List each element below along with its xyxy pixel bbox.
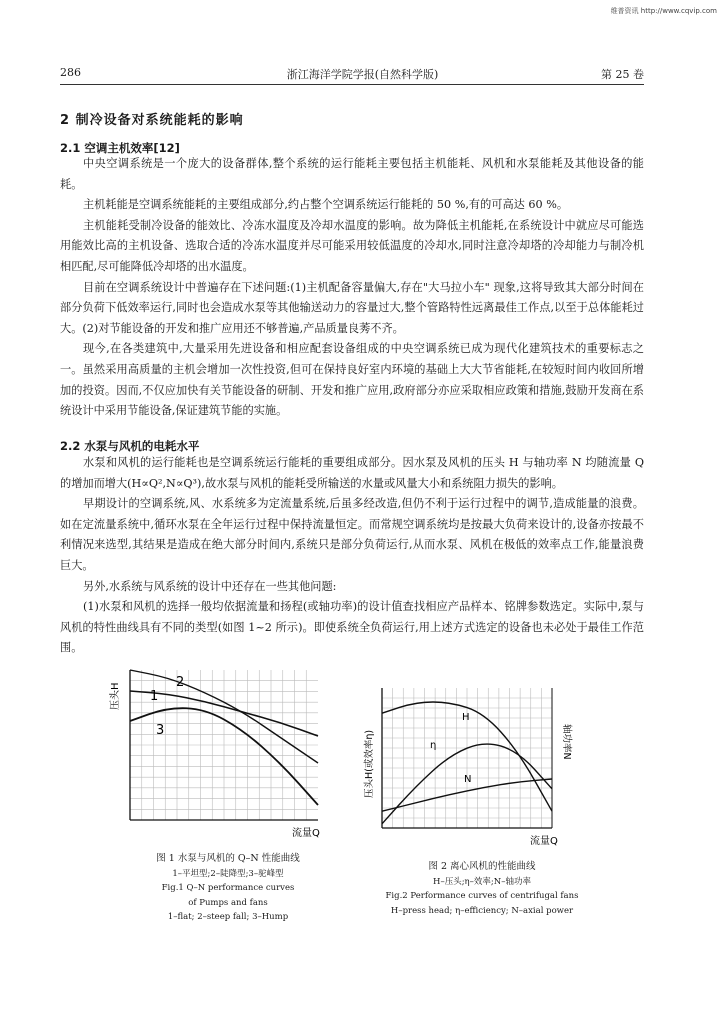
fig1-caption-en-legend: 1–flat; 2–steep fall; 3–Hump [167,912,289,922]
subsection-title-2-2: 2.2 水泵与风机的电耗水平 [60,439,200,453]
page-number: 286 [60,66,81,79]
fig2-caption-cn-legend: H–压头;η–效率;N–轴功率 [433,876,531,887]
section-2-1-body [60,154,644,422]
fig2-caption-en: Fig.2 Performance curves of centrifugal fans [385,891,579,901]
fig2-caption-en-legend: H–press head; η–efficiency; N–axial power [390,905,574,916]
series-label-2: 2 [176,675,185,690]
series-label-3: N [464,774,472,785]
paragraph: 另外,水系统与风系统的设计中还存在一些其他问题: [83,579,337,593]
figure-1-caption [110,852,346,925]
fig2-caption-cn: 图 2 离心风机的性能曲线 [428,861,536,872]
fig2-grid [382,688,552,828]
fig1-caption-cn-legend: 1–平坦型;2–陡降型;3–驼峰型 [172,868,284,879]
paragraph: 早期设计的空调系统,风、水系统多为定流量系统,后虽多经改造,但仍不利于运行过程中的调节,造成能量的浪费。如在定流量系统中,循环水泵在全年运行过程中保持流量恒定。而常规空调系统均是按最大负荷来设计的,设备亦按最不利情况来选型,其结果是造成在绝大部分时间内,系统只是部分负荷运行,从而水泵、风机在极低的效率点工作,能量浪费巨大。 [60,497,644,572]
paragraph: 水泵和风机的运行能耗也是空调系统运行能耗的重要组成部分。因水泵及风机的压头 H 与轴功率 N 均随流量 Q 的增加而增大(H∝Q²,N∝Q³),故水泵与风机的能耗受所输送的水量或风量大小和系统阻力损失的影响。 [60,456,644,490]
watermark: 维普资讯 http://www.cqvip.com [610,7,717,15]
paragraph: 主机耗能是空调系统能耗的主要组成部分,约占整个空调系统运行能耗的 50 %,有的可高达 60 %。 [83,198,569,212]
series-label-3: 3 [156,723,165,738]
figure-2-chart [360,678,592,848]
paragraph: 现今,在各类建筑中,大量采用先进设备和相应配套设备组成的中央空调系统已成为现代化建筑技术的重要标志之一。虽然采用高质量的主机会增加一次性投资,但可在保持良好室内环境的基础上大大节省能耗,在较短时间内收回所增加的投资。因而,不仅应加快有关节能设备的研制、开发和推广应用,政府部分亦应采取相应政策和措施,鼓励开发商在系统设计中采用节能设备,保证建筑节能的实施。 [60,342,644,418]
series-label-2: η [430,740,437,751]
paragraph: 中央空调系统是一个庞大的设备群体,整个系统的运行能耗主要包括主机能耗、风机和水泵能耗及其他设备的能耗。 [60,157,644,191]
series-label-1: 1 [150,689,159,704]
fig1-caption-en-2: of Pumps and fans [188,897,268,908]
figure-2-caption [360,860,604,918]
fig1-x-label: 流量Q [292,828,320,839]
fig1-caption-cn: 图 1 水泵与风机的 Q–N 性能曲线 [156,853,300,864]
volume-label: 第 25 卷 [601,68,644,81]
paragraph: 目前在空调系统设计中普遍存在下述问题:(1)主机配备容量偏大,存在"大马拉小车" 现象,这将导致其大部分时间在部分负荷下低效率运行,同时也会造成水泵等其他输送动力的容量过大,整个管路特性远离最佳工作点,以至于总体能耗过大。(2)对节能设备的开发和推广应用还不够普遍,产品质量良莠不齐。 [60,280,644,335]
fig2-y-label: 压头H(或效率η) [364,729,375,798]
fig1-caption-en: Fig.1 Q–N performance curves [161,883,295,893]
fig2-x-label: 流量Q [530,836,558,847]
fig1-y-label: 压头H [110,682,121,710]
section-2-2-body [60,453,644,659]
paragraph: (1)水泵和风机的选择一般均依据流量和扬程(或轴功率)的设计值查找相应产品样本、铭牌参数选定。实际中,泵与风机的特性曲线具有不同的类型(如图 1~2 所示)。即使系统全负荷运行,用上述方式选定的设备也未必处于最佳工作范围。 [60,600,644,655]
paragraph: 主机能耗受制冷设备的能效比、冷冻水温度及冷却水温度的影响。故为降低主机能耗,在系统设计中就应尽可能选用能效比高的主机设备、选取合适的冷冻水温度并尽可能采用较低温度的冷却水,同时注意冷却塔的冷却能力与制冷机相匹配,尽可能降低冷却塔的出水温度。 [60,218,644,273]
section-title: 2 制冷设备对系统能耗的影响 [60,113,244,128]
series-label-1: H [462,712,470,723]
journal-name: 浙江海洋学院学报(自然科学版) [286,68,439,81]
subsection-title-2-1: 2.1 空调主机效率[12] [60,141,180,155]
figure-1-chart [108,662,338,842]
fig2-y2-label: 轴功率N [561,724,572,760]
header-rule [60,84,644,85]
